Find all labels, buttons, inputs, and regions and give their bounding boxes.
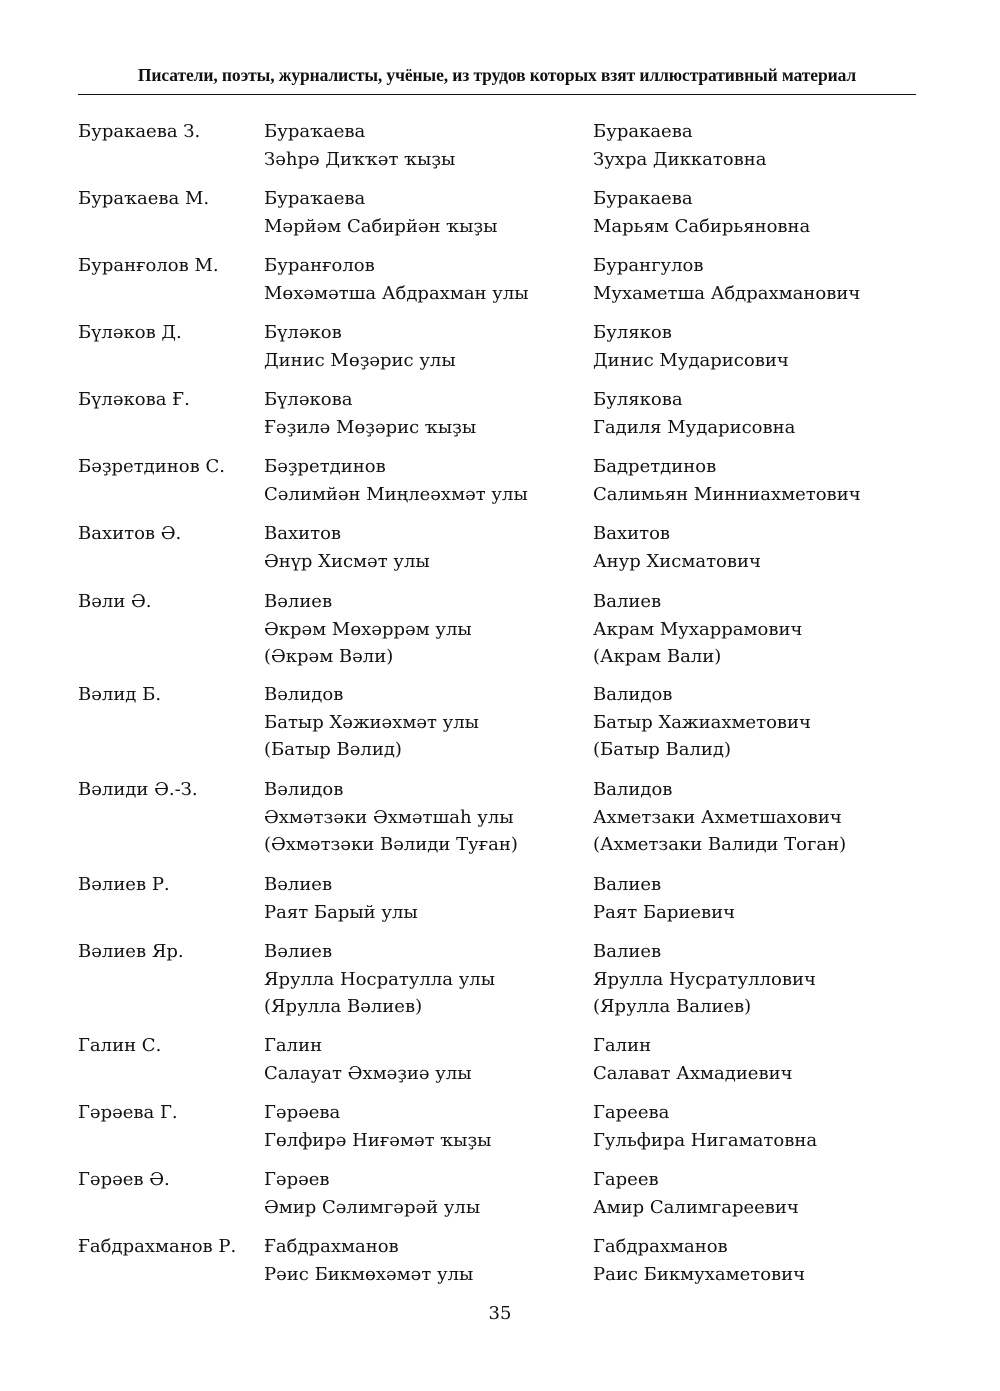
russian-full-name-line: Амир Салимгареевич xyxy=(593,1196,799,1218)
russian-full-name-line: Ахметзаки Ахметшахович xyxy=(593,806,842,828)
bashkir-full-name-line: Динис Мөҙәрис улы xyxy=(264,349,456,371)
russian-full-name xyxy=(593,776,846,859)
russian-full-name-line: Динис Мударисович xyxy=(593,349,789,371)
russian-full-name-line: Валиев xyxy=(593,591,662,612)
author-abbreviation: Бәҙретдинов С. xyxy=(78,456,225,477)
russian-full-name-line: Бадретдинов xyxy=(593,456,717,477)
bashkir-full-name-line: Гәрәева xyxy=(264,1102,341,1123)
bashkir-full-name xyxy=(264,1099,492,1154)
bashkir-full-name-line: Ғабдрахманов xyxy=(264,1236,399,1257)
russian-full-name-line: Гареева xyxy=(593,1102,670,1123)
russian-full-name-line: Буракаева xyxy=(593,121,693,142)
bashkir-full-name-line: Рәис Бикмөхәмәт улы xyxy=(264,1263,474,1285)
russian-full-name xyxy=(593,1233,805,1288)
russian-full-name-line: Акрам Мухаррамович xyxy=(593,618,803,640)
russian-full-name-line: Валидов xyxy=(593,684,673,705)
russian-full-name-line: Батыр Хажиахметович xyxy=(593,711,811,733)
bashkir-full-name-line: Әнүр Хисмәт улы xyxy=(264,550,430,572)
russian-full-name-line: Валидов xyxy=(593,779,673,800)
russian-full-name xyxy=(593,319,789,374)
russian-full-name-line: Вахитов xyxy=(593,523,671,544)
bashkir-full-name-line: (Ярулла Вәлиев) xyxy=(264,996,423,1017)
russian-full-name-line: (Ахметзаки Валиди Тоган) xyxy=(593,834,847,855)
russian-full-name xyxy=(593,588,802,671)
author-abbreviation: Вахитов Ә. xyxy=(78,523,182,544)
author-abbreviation: Вәлиди Ә.-З. xyxy=(78,779,198,800)
russian-full-name-line: Салимьян Минниахметович xyxy=(593,483,861,505)
russian-full-name-line: Ярулла Нусратуллович xyxy=(593,968,816,990)
author-abbreviation: Ғабдрахманов Р. xyxy=(78,1236,237,1257)
bashkir-full-name xyxy=(264,118,455,173)
russian-full-name-line: Анур Хисматович xyxy=(593,550,761,572)
russian-full-name-line: Гадиля Мударисовна xyxy=(593,416,796,438)
author-abbreviation: Вәлид Б. xyxy=(78,684,162,705)
bashkir-full-name-line: Галин xyxy=(264,1035,323,1056)
bashkir-full-name-line: Буранғолов xyxy=(264,255,375,276)
bashkir-full-name xyxy=(264,185,497,240)
author-abbreviation: Вәлиев Яр. xyxy=(78,941,184,962)
russian-full-name-line: Раис Бикмухаметович xyxy=(593,1263,806,1285)
author-abbreviation: Бүләкова Ғ. xyxy=(78,389,190,410)
author-abbreviation: Бураҡаева М. xyxy=(78,188,210,209)
bashkir-full-name-line: Бураҡаева xyxy=(264,121,366,142)
bashkir-full-name xyxy=(264,1032,472,1087)
bashkir-full-name-line: Вәлиев xyxy=(264,591,333,612)
author-abbreviation: Гәрәев Ә. xyxy=(78,1169,170,1190)
bashkir-full-name-line: Зәһрә Диҡҡәт ҡыҙы xyxy=(264,148,456,170)
bashkir-full-name-line: Вәлиев xyxy=(264,874,333,895)
header-divider xyxy=(78,94,916,95)
russian-full-name-line: Булякова xyxy=(593,389,683,410)
bashkir-full-name-line: Вахитов xyxy=(264,523,342,544)
bashkir-full-name-line: Гөлфирә Ниғәмәт ҡыҙы xyxy=(264,1129,492,1151)
author-abbreviation: Буранғолов М. xyxy=(78,255,219,276)
bashkir-full-name-line: Ярулла Носратулла улы xyxy=(264,968,496,990)
russian-full-name-line: Галин xyxy=(593,1035,652,1056)
russian-full-name-line: Зухра Диккатовна xyxy=(593,148,767,170)
author-abbreviation: Бүләков Д. xyxy=(78,322,182,343)
russian-full-name-line: (Батыр Валид) xyxy=(593,739,732,760)
bashkir-full-name-line: Әмир Сәлимгәрәй улы xyxy=(264,1196,481,1218)
bashkir-full-name-line: Сәлимйән Миңлеәхмәт улы xyxy=(264,483,528,505)
russian-full-name xyxy=(593,1099,817,1154)
russian-full-name xyxy=(593,1166,799,1221)
russian-full-name-line: Габдрахманов xyxy=(593,1236,728,1257)
bashkir-full-name-line: (Батыр Вәлид) xyxy=(264,739,402,760)
page-header-title: Писатели, поэты, журналисты, учёные, из трудов которых взят иллюстративный материал xyxy=(137,65,857,85)
russian-full-name-line: Валиев xyxy=(593,941,662,962)
bashkir-full-name-line: Мөхәмәтша Абдрахман улы xyxy=(264,282,529,304)
bashkir-full-name xyxy=(264,319,456,374)
russian-full-name-line: Мухаметша Абдрахманович xyxy=(593,282,861,304)
bashkir-full-name-line: Бураҡаева xyxy=(264,188,366,209)
bashkir-full-name-line: Салауат Әхмәҙиә улы xyxy=(264,1062,472,1084)
russian-full-name xyxy=(593,185,810,240)
russian-full-name xyxy=(593,938,816,1021)
russian-full-name xyxy=(593,871,735,926)
russian-full-name-line: (Акрам Вали) xyxy=(593,646,722,667)
bashkir-full-name-line: Мәрйәм Сабирйән ҡыҙы xyxy=(264,215,498,237)
bashkir-full-name xyxy=(264,938,495,1021)
bashkir-full-name xyxy=(264,1166,480,1221)
author-abbreviation: Галин С. xyxy=(78,1035,162,1056)
russian-full-name-line: Буляков xyxy=(593,322,672,343)
bashkir-full-name-line: Вәлидов xyxy=(264,779,344,800)
bashkir-full-name-line: Гәрәев xyxy=(264,1169,330,1190)
russian-full-name-line: Гульфира Нигаматовна xyxy=(593,1129,818,1151)
bashkir-full-name xyxy=(264,871,418,926)
russian-full-name-line: (Ярулла Валиев) xyxy=(593,996,752,1017)
bashkir-full-name-line: Батыр Хәжиәхмәт улы xyxy=(264,711,479,733)
bashkir-full-name-line: Бәҙретдинов xyxy=(264,456,386,477)
bashkir-full-name xyxy=(264,520,430,575)
bashkir-full-name xyxy=(264,1233,473,1288)
bashkir-full-name-line: Әхмәтзәки Әхмәтшаһ улы xyxy=(264,806,514,828)
russian-full-name xyxy=(593,520,761,575)
russian-full-name-line: Бурангулов xyxy=(593,255,704,276)
russian-full-name xyxy=(593,453,861,508)
russian-full-name-line: Салават Ахмадиевич xyxy=(593,1062,793,1084)
bashkir-full-name-line: Раят Барый улы xyxy=(264,901,418,923)
bashkir-full-name-line: Вәлидов xyxy=(264,684,344,705)
russian-full-name-line: Валиев xyxy=(593,874,662,895)
bashkir-full-name-line: (Әхмәтзәки Вәлиди Туған) xyxy=(264,834,518,855)
russian-full-name xyxy=(593,118,766,173)
bashkir-full-name-line: (Әкрәм Вәли) xyxy=(264,646,394,667)
author-abbreviation: Буракаева З. xyxy=(78,121,201,142)
author-abbreviation: Вәли Ә. xyxy=(78,591,152,612)
bashkir-full-name xyxy=(264,453,528,508)
russian-full-name xyxy=(593,252,860,307)
russian-full-name xyxy=(593,681,811,764)
russian-full-name-line: Марьям Сабирьяновна xyxy=(593,215,811,237)
bashkir-full-name xyxy=(264,252,529,307)
russian-full-name-line: Буракаева xyxy=(593,188,693,209)
bashkir-full-name-line: Бүләкова xyxy=(264,389,353,410)
russian-full-name xyxy=(593,1032,793,1087)
bashkir-full-name-line: Әкрәм Мөхәррәм улы xyxy=(264,618,472,640)
bashkir-full-name-line: Бүләков xyxy=(264,322,342,343)
bashkir-full-name xyxy=(264,681,479,764)
bashkir-full-name-line: Вәлиев xyxy=(264,941,333,962)
page-number: 35 xyxy=(488,1303,512,1324)
russian-full-name-line: Раят Бариевич xyxy=(593,901,736,923)
bashkir-full-name xyxy=(264,776,518,859)
bashkir-full-name xyxy=(264,588,472,671)
russian-full-name xyxy=(593,386,795,441)
author-abbreviation: Вәлиев Р. xyxy=(78,874,170,895)
bashkir-full-name xyxy=(264,386,476,441)
bashkir-full-name-line: Ғәҙилә Мөҙәрис ҡыҙы xyxy=(264,416,477,438)
russian-full-name-line: Гареев xyxy=(593,1169,659,1190)
author-abbreviation: Гәрәева Г. xyxy=(78,1102,178,1123)
